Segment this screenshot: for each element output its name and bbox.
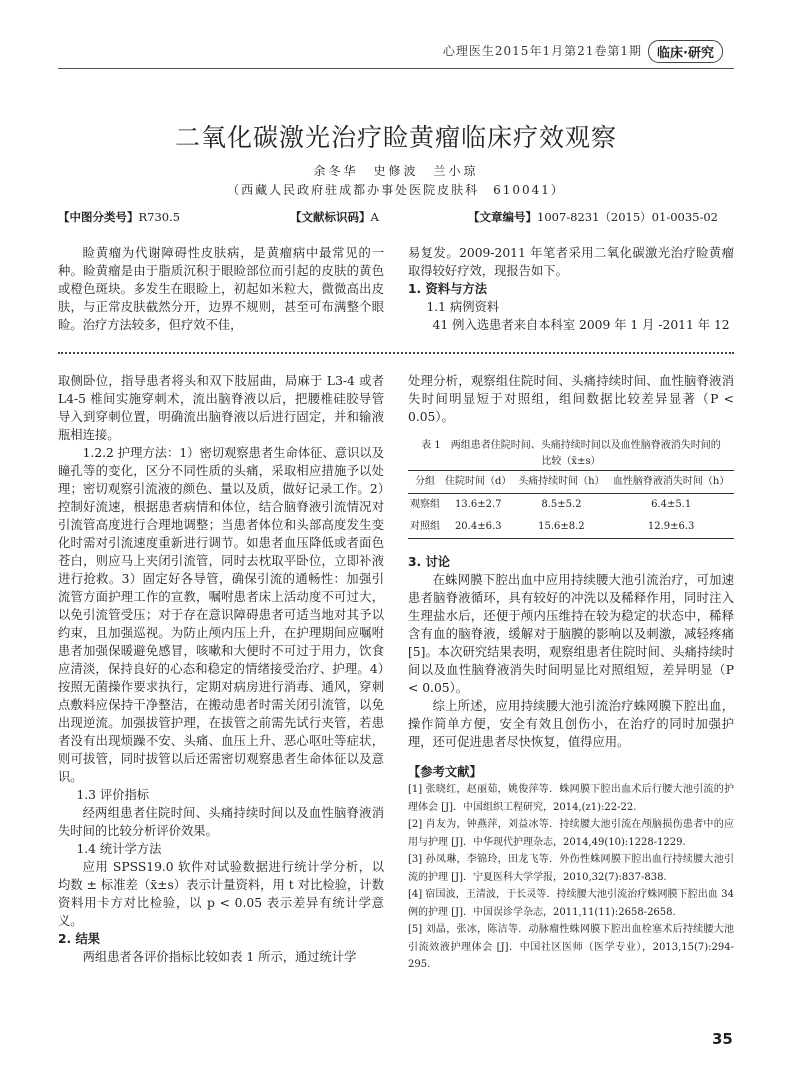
reference-item: [2] 肖友为，钟燕萍，刘益冰等．持续腰大池引流在颅脑损伤患者中的应用与护理 [J]．中华现代护理杂志，2014,49(10):1228-1229.: [408, 819, 734, 848]
clc-number: 【中图分类号】R730.5: [58, 210, 181, 224]
conclusion-paragraph: 综上所述，应用持续腰大池引流治疗蛛网膜下腔出血，操作简单方便，安全有效且创伤小，在治疗的同时加强护理，还可促进患者尽快恢复，值得应用。: [408, 699, 734, 749]
table-header: 住院时间（d）: [445, 476, 512, 487]
table-row: 对照组 20.4±6.3 15.6±8.2 12.9±6.3: [408, 516, 734, 539]
section-heading-discussion: 3. 讨论: [408, 555, 451, 569]
subsection-heading-statistics: 1.4 统计学方法: [76, 842, 162, 856]
intro-left-column: [58, 244, 384, 334]
discussion-paragraph: 在蛛网膜下腔出血中应用持续腰大池引流治疗，可加速患者脑脊液循环，具有较好的冲洗以及稀释作用，同时注入生理盐水后，还便于颅内压维持在较为稳定的状态中，稀释含有血的脑脊液，缓解对于脑膜的影响以及刺激，减轻疼痛 [5]。本次研究结果表明，观察组患者住院时间、头痛持续时间以及血性脑脊液消失时间明显比对照组短，差异明显（P < 0.05）。: [408, 573, 734, 695]
subsection-heading-evaluation: 1.3 评价指标: [76, 788, 150, 802]
journal-header: 心理医生2015年1月第21卷第1期: [442, 44, 642, 58]
reference-item: [5] 刘晶，张冰，陈洁等．动脉瘤性蛛网膜下腔出血栓塞术后持续腰大池引流效液护理体会 [J]．中国社区医师（医学专业），2013,15(7):294-295.: [408, 924, 734, 970]
cases-paragraph: 41 例入选患者来自本科室 2009 年 1 月 -2011 年 12: [432, 318, 730, 332]
reference-list: [408, 781, 734, 974]
section-divider: [58, 352, 734, 354]
procedure-paragraph: 取侧卧位，指导患者将头和双下肢屈曲，局麻于 L3-4 或者 L4-5 椎间实施穿刺术，流出脑脊液以后，把腰椎硅胶导管导入到穿刺位置，明确流出脑脊液以后进行固定，并和输液瓶相连接。: [58, 374, 384, 442]
intro-right-column: [408, 244, 734, 334]
left-column: [58, 372, 384, 966]
table-header: 分组: [414, 476, 435, 487]
page-number: 35: [712, 1030, 733, 1048]
article-number: 【文章编号】1007-8231（2015）01-0035-02: [468, 210, 718, 224]
section-heading-methods: 1. 资料与方法: [408, 282, 487, 296]
authors: 余冬华 史修波 兰小琼: [313, 164, 479, 178]
article-title: 二氧化碳激光治疗睑黄瘤临床疗效观察: [174, 123, 617, 152]
table-row: 观察组 13.6±2.7 8.5±5.2 6.4±5.1: [409, 499, 692, 510]
header-rule: [58, 68, 734, 69]
results-table: [408, 470, 734, 539]
nursing-paragraph: 1.2.2 护理方法：1）密切观察患者生命体征、意识以及瞳孔等的变化，区分不同性质的头痛，采取相应措施予以处理；密切观察引流液的颜色、量以及质，做好记录工作。2）控制好流速，根据患者病情和体位，结合脑脊液引流情况对引流管高度进行合理地调整；当患者体位和头部高度发生变化时需对引流速度重新进行调节。如患者血压降低或者面色苍白，则应马上夹闭引流管，同时去枕取平卧位，立即补液进行抢救。3）固定好各导管，确保引流的通畅性：加强引流管方面护理工作的宣教，嘱咐患者床上活动度不可过大，以免引流管受压；对于存在意识障碍患者可适当地对其予以约束，且加强巡视。为防止颅内压上升，在护理期间应嘱咐患者加强保暖避免感冒，咳嗽和大便时不可过于用力，饮食应清淡，保持良好的心态和稳定的情绪接受治疗、护理。4）按照无菌操作要求执行，定期对病房进行消毒、通风，穿刺点敷料应保持干净整洁，在搬动患者时需关闭引流管，以免出现逆流。加强拔管护理，在拔管之前需先试行夹管，若患者没有出现烦躁不安、头痛、血压上升、恶心呕吐等症状，则可拔管，同时拔管以后还需密切观察患者生命体征以及意识。: [58, 446, 384, 784]
intro-paragraph: 睑黄瘤为代谢障碍性皮肤病，是黄瘤病中最常见的一种。睑黄瘤是由于脂质沉积于眼睑部位而引起的皮肤的黄色或橙色斑块。多发生在眼睑上，初起如米粒大，微微高出皮肤，与正常皮肤截然分开，边界不规则，甚至可布满整个眼睑。治疗方法较多，但疗效不佳，: [58, 246, 384, 332]
reference-item: [4] 宿国波，王清波，于长灵等．持续腰大池引流治疗蛛网膜下腔出血 34 例的护理 [J]．中国误诊学杂志，2011,11(11):2658-2658.: [408, 889, 734, 918]
intro-paragraph-cont: 易复发。2009-2011 年笔者采用二氧化碳激光治疗睑黄瘤取得较好疗效，现报告如下。: [408, 246, 734, 278]
results-paragraph: 两组患者各评价指标比较如表 1 所示，通过统计学: [82, 950, 357, 964]
results-paragraph-cont: 处理分析，观察组住院时间、头痛持续时间、血性脑脊液消失时间明显短于对照组，组间数据比较差异显著（P < 0.05）。: [408, 374, 734, 424]
table-header: 血性脑脊液消失时间（h）: [612, 476, 730, 487]
table-caption: 表 1 两组患者住院时间、头痛持续时间以及血性脑脊液消失时间的 比较（x̄±s）: [421, 440, 721, 467]
statistics-paragraph: 应用 SPSS19.0 软件对试验数据进行统计学分析，以均数 ± 标准差（x̄±s）表示计量资料，用 t 对比检验，计数资料用卡方对比检验，以 p < 0.05 表示差异有统计学意义。: [58, 860, 384, 928]
table-header: 头痛持续时间（h）: [518, 476, 605, 487]
section-heading-results: 2. 结果: [58, 932, 101, 946]
reference-item: [1] 张晓红，赵丽茹，姚俊萍等．蛛网膜下腔出血术后行腰大池引流的护理体会 [J]．中国组织工程研究，2014,(z1):22-22.: [408, 784, 734, 813]
section-badge: 临床·研究: [648, 40, 723, 63]
affiliation: （西藏人民政府驻成都办事处医院皮肤科 610041）: [227, 183, 565, 197]
document-code: 【文献标识码】A: [290, 210, 379, 224]
right-column: [408, 372, 734, 974]
reference-item: [3] 孙凤琳，李锦玲，田龙飞等．外伤性蛛网膜下腔出血行持续腰大池引流的护理 [J]．宁夏医科大学学报，2010,32(7):837-838.: [408, 854, 734, 883]
evaluation-paragraph: 经两组患者住院时间、头痛持续时间以及血性脑脊液消失时间的比较分析评价效果。: [58, 806, 384, 838]
subsection-heading-cases: 1.1 病例资料: [426, 300, 500, 314]
references-heading: 【参考文献】: [408, 765, 482, 779]
